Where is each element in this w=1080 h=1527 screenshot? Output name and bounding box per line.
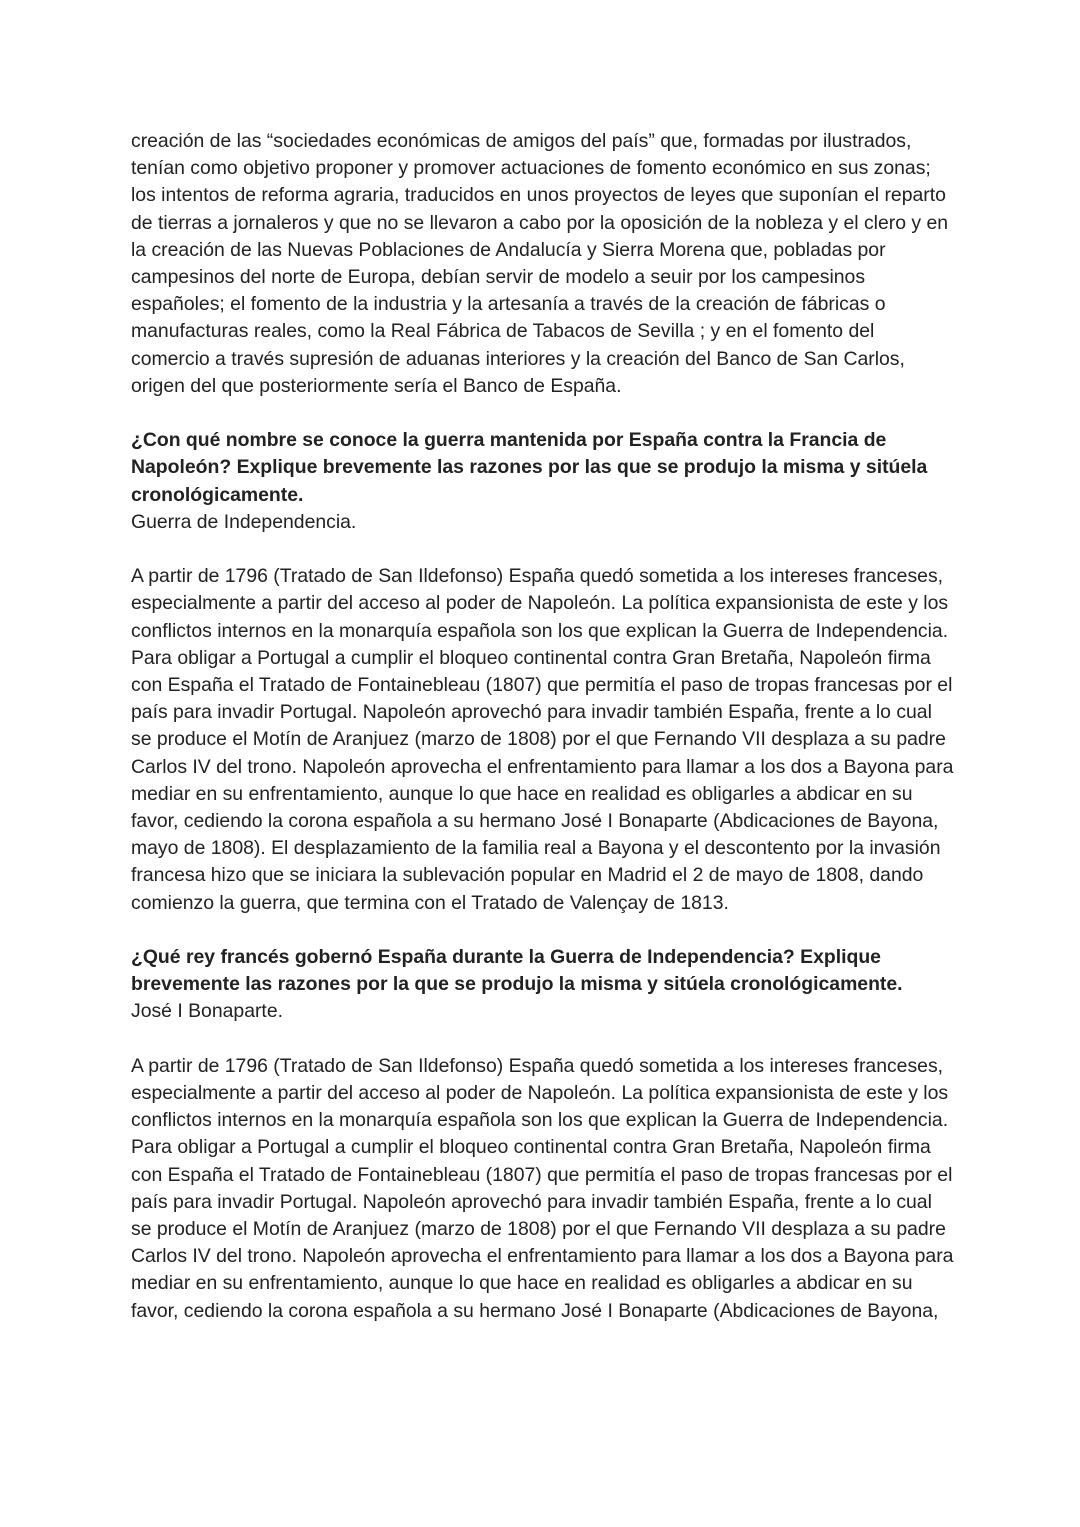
document-body (131, 128, 956, 1325)
intro-paragraph: creación de las “sociedades económicas de amigos del país” que, formadas por ilustrados, tenían como objetivo proponer y promover actuaciones de fomento económico en sus zonas; los intentos de reforma agraria, traducidos en unos proyectos de leyes que suponían el reparto de tierras a jornaleros y que no se llevaron a cabo por la oposición de la nobleza y el clero y en la creación de las Nuevas Poblaciones de Andalucía y Sierra Morena que, pobladas por campesinos del norte de Europa, debían servir de modelo a seuir por los campesinos españoles; el fomento de la industria y la artesanía a través de la creación de fábricas o manufacturas reales, como la Real Fábrica de Tabacos de Sevilla ; y en el fomento del comercio a través supresión de aduanas interiores y la creación del Banco de San Carlos, origen del que posteriormente sería el Banco de España. (131, 130, 949, 397)
question-2-explanation: A partir de 1796 (Tratado de San Ildefonso) España quedó sometida a los intereses franceses, especialmente a partir del acceso al poder de Napoleón. La política expansionista de este y los conflictos internos en la monarquía española son los que explican la Guerra de Independencia. Para obligar a Portugal a cumplir el bloqueo continental contra Gran Bretaña, Napoleón firma con España el Tratado de Fontainebleau (1807) que permitía el paso de tropas francesas por el país para invadir Portugal. Napoleón aprovechó para invadir también España, frente a lo cual se produce el Motín de Aranjuez (marzo de 1808) por el que Fernando VII desplaza a su padre Carlos IV del trono. Napoleón aprovecha el enfrentamiento para llamar a los dos a Bayona para mediar en su enfrentamiento, aunque lo que hace en realidad es obligarles a abdicar en su favor, cediendo la corona española a su hermano José I Bonaparte (Abdicaciones de Bayona, (131, 1054, 954, 1322)
question-1-heading: ¿Con qué nombre se conoce la guerra mantenida por España contra la Francia de Napoleón? Explique brevemente las razones por las que se produjo la misma y sitúela cronológicamente. (131, 429, 928, 506)
question-2-short-answer: José I Bonaparte. (131, 1000, 283, 1023)
question-2-heading: ¿Qué rey francés gobernó España durante la Guerra de Independencia? Explique brevemente las razones por la que se produjo la misma y sitúela cronológicamente. (131, 946, 903, 996)
question-1-explanation: A partir de 1796 (Tratado de San Ildefonso) España quedó sometida a los intereses franceses, especialmente a partir del acceso al poder de Napoleón. La política expansionista de este y los conflictos internos en la monarquía española son los que explican la Guerra de Independencia. Para obligar a Portugal a cumplir el bloqueo continental contra Gran Bretaña, Napoleón firma con España el Tratado de Fontainebleau (1807) que permitía el paso de tropas francesas por el país para invadir Portugal. Napoleón aprovechó para invadir también España, frente a lo cual se produce el Motín de Aranjuez (marzo de 1808) por el que Fernando VII desplaza a su padre Carlos IV del trono. Napoleón aprovecha el enfrentamiento para llamar a los dos a Bayona para mediar en su enfrentamiento, aunque lo que hace en realidad es obligarles a abdicar en su favor, cediendo la corona española a su hermano José I Bonaparte (Abdicaciones de Bayona, mayo de 1808). El desplazamiento de la familia real a Bayona y el descontento por la invasión francesa hizo que se iniciara la sublevación popular en Madrid el 2 de mayo de 1808, dando comienzo la guerra, que termina con el Tratado de Valençay de 1813. (131, 565, 954, 914)
question-1-short-answer: Guerra de Independencia. (131, 510, 357, 533)
